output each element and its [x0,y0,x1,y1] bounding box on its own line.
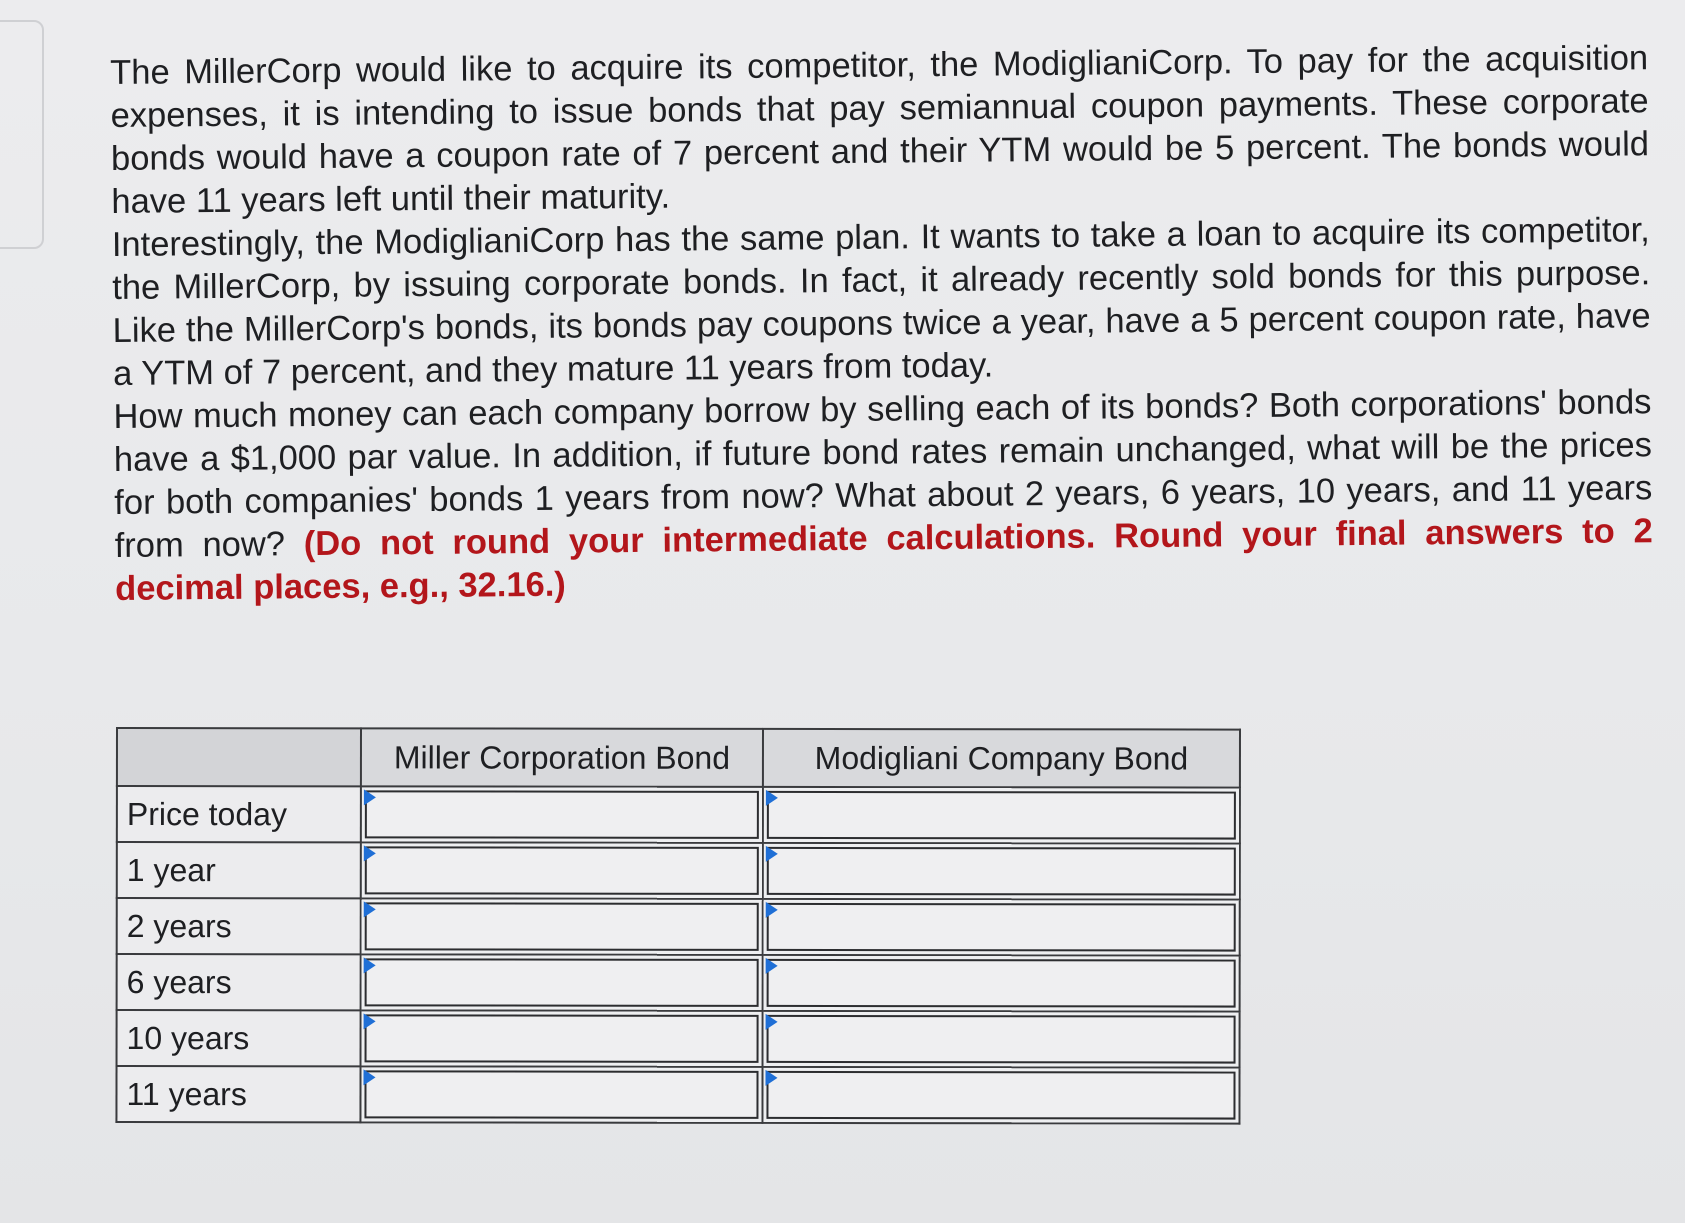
miller-1-year-input[interactable] [367,848,757,893]
modigliani-answer-cell[interactable] [762,1067,1239,1124]
miller-answer-cell[interactable] [361,842,763,899]
question-paragraph-3 [113,381,1653,611]
table-row [117,898,1240,956]
header-corner [117,728,361,786]
input-marker-icon [364,1013,376,1029]
table-row [116,1066,1239,1124]
miller-answer-cell[interactable] [361,786,763,843]
header-modigliani-bond: Modigliani Company Bond [763,729,1240,788]
modigliani-answer-cell[interactable] [763,787,1240,844]
miller-price-today-input[interactable] [367,792,757,837]
question-text [110,37,1653,611]
table-row [117,954,1240,1012]
miller-2-years-input[interactable] [367,904,757,949]
row-label: 11 years [116,1066,360,1122]
miller-answer-cell[interactable] [361,954,763,1011]
input-marker-icon [364,901,376,917]
table-row [117,842,1240,900]
row-label: Price today [117,786,361,842]
input-marker-icon [766,1014,778,1030]
input-marker-icon [766,902,778,918]
input-marker-icon [363,1069,375,1085]
modigliani-answer-cell[interactable] [763,843,1240,900]
row-label: 10 years [117,1010,361,1066]
input-marker-icon [364,957,376,973]
modigliani-answer-cell[interactable] [763,1011,1240,1068]
modigliani-10-years-input[interactable] [769,1017,1234,1062]
side-panel-tab[interactable] [0,20,44,249]
miller-6-years-input[interactable] [367,960,757,1005]
modigliani-2-years-input[interactable] [769,905,1234,950]
miller-10-years-input[interactable] [367,1016,757,1061]
input-marker-icon [766,790,778,806]
input-marker-icon [364,845,376,861]
header-row [117,728,1240,788]
modigliani-answer-cell[interactable] [763,955,1240,1012]
header-miller-bond: Miller Corporation Bond [361,728,763,787]
input-marker-icon [766,846,778,862]
row-label: 6 years [117,954,361,1010]
modigliani-11-years-input[interactable] [768,1073,1233,1118]
question-paragraph-1: The MillerCorp would like to acquire its competitor, the ModiglianiCorp. To pay for the acquisition expenses, it is intending to issue bonds that pay semiannual coupon payments. These corporate bonds would have a coupon rate of 7 percent and their YTM would be 5 percent. The bonds would have 11 years left until their maturity. [110,39,1650,221]
rounding-instruction: (Do not round your intermediate calculations. Round your final answers to 2 decimal places, e.g., 32.16.) [114,512,1653,608]
input-marker-icon [766,958,778,974]
question-paragraph-2: Interestingly, the ModiglianiCorp has the same plan. It wants to take a loan to acquire its competitor, the MillerCorp, by issuing corporate bonds. In fact, it already recently sold bonds for this purpose. Like the MillerCorp's bonds, its bonds pay coupons twice a year, have a 5 percent coupon rate, have a YTM of 7 percent, and they mature 11 years from today. [111,211,1651,393]
input-marker-icon [765,1070,777,1086]
row-label: 2 years [117,898,361,954]
row-label: 1 year [117,842,361,898]
table-row [117,1010,1240,1068]
question-body: How much money can each company borrow by selling each of its bonds? Both corporations' bonds have a $1,000 par value. In addition, if future bond rates remain unchanged, what will be the prices for both companies' bonds 1 years from now? What about 2 years, 6 years, 10 years, and 11 years from now? [113,383,1653,565]
modigliani-6-years-input[interactable] [769,961,1234,1006]
answer-table [115,727,1241,1125]
miller-answer-cell[interactable] [361,898,763,955]
modigliani-answer-cell[interactable] [763,899,1240,956]
modigliani-1-year-input[interactable] [769,849,1234,894]
miller-answer-cell[interactable] [360,1066,762,1123]
modigliani-price-today-input[interactable] [769,793,1234,838]
miller-answer-cell[interactable] [361,1010,763,1067]
input-marker-icon [364,789,376,805]
table-row [117,786,1240,844]
miller-11-years-input[interactable] [366,1072,756,1117]
